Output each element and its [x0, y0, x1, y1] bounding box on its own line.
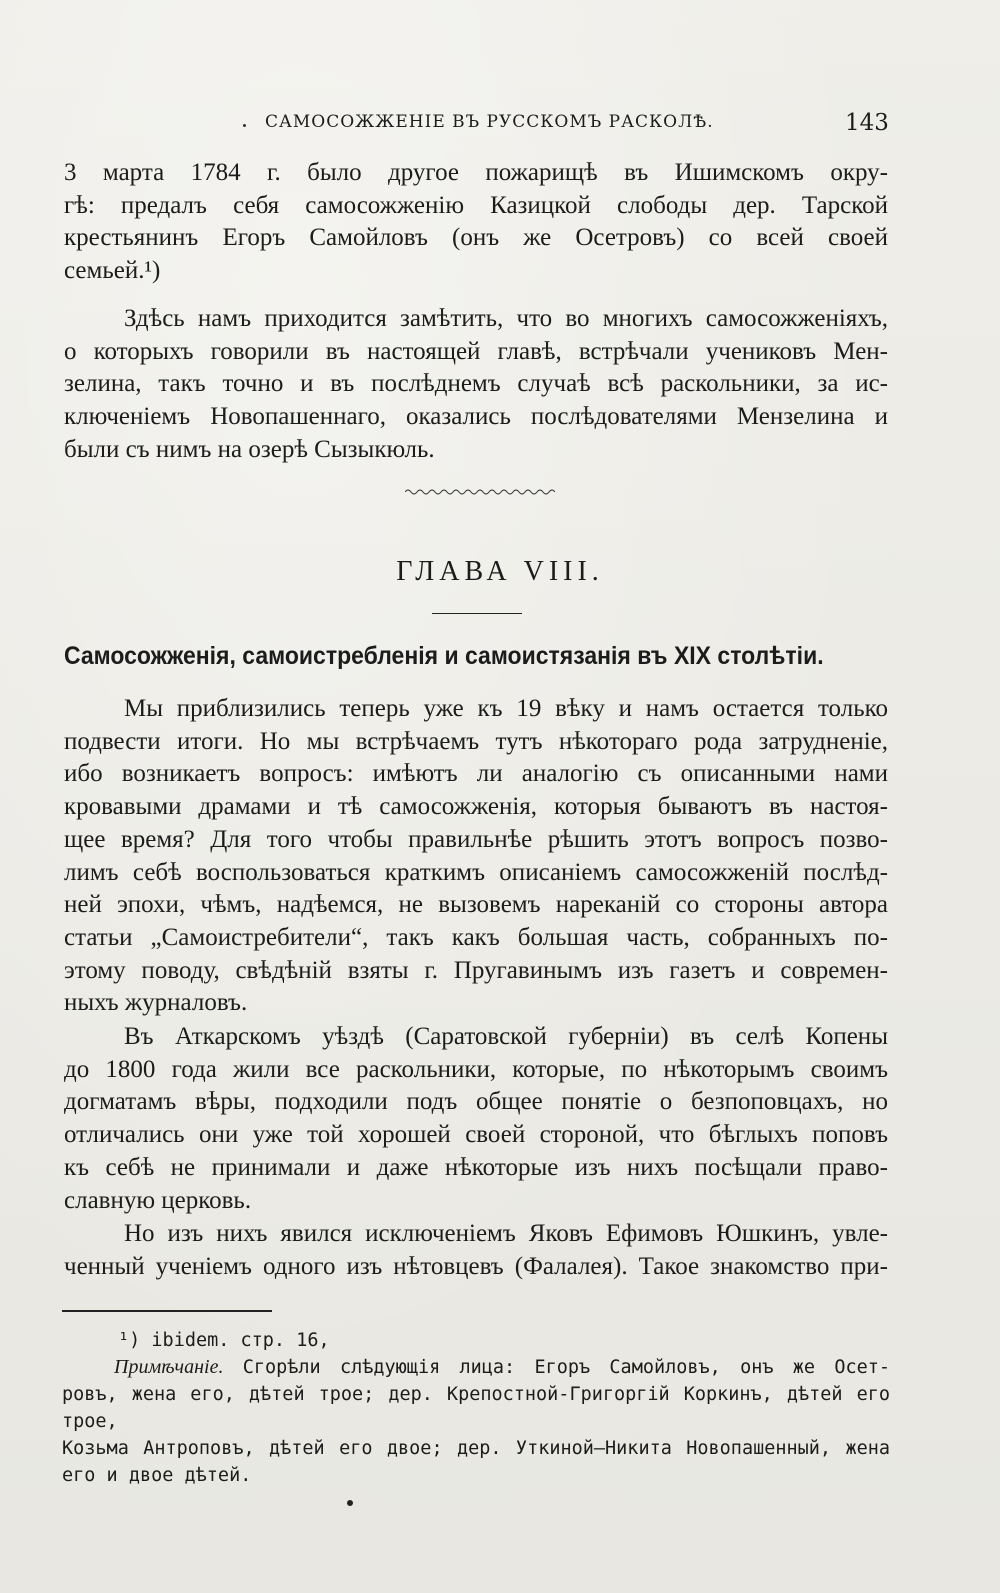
- paragraph-3: [64, 693, 888, 1020]
- running-head: САМОСОЖЖЕНІЕ ВЪ РУССКОМЪ РАСКОЛѢ.: [265, 112, 714, 132]
- note-line: Козьма Антроповъ, дѣтей его двое; дер. Уткиной—Никита Новопашенный, жена: [62, 1438, 890, 1459]
- footnote-rule: [62, 1310, 272, 1312]
- paragraph-5: [64, 1218, 888, 1283]
- note-line: ровъ, жена его, дѣтей трое; дер. Крепостной-Григоргій Коркинъ, дѣтей его трое,: [62, 1384, 890, 1432]
- text-line: гѣ: предалъ себя самосожженію Казицкой слободы дер. Тарской: [64, 191, 888, 219]
- text-line: о которыхъ говорили въ настоящей главѣ, встрѣчали учениковъ Мен-: [64, 337, 888, 365]
- text-line: этому поводу, свѣдѣній взяты г. Пругавинымъ изъ газетъ и современ-: [64, 956, 888, 984]
- text-line: подвести итоги. Но мы встрѣчаемъ тутъ нѣкотораго рода затрудненіе,: [64, 727, 888, 755]
- text-line: зелина, такъ точно и въ послѣднемъ случаѣ всѣ раскольники, за ис-: [64, 370, 888, 398]
- note-line: его и двое дѣтей.: [62, 1465, 252, 1486]
- footnote-note: [114, 1354, 890, 1381]
- text-line: семьей.¹): [64, 257, 161, 285]
- chapter-heading: ГЛАВА VIII.: [396, 556, 604, 587]
- text-line: Въ Аткарскомъ уѣздѣ (Саратовской губерніи) въ селѣ Копены: [124, 1023, 888, 1050]
- text-line: ключеніемъ Новопашеннаго, оказались послѣдователями Мензелина и: [64, 403, 888, 431]
- print-speck: [243, 124, 246, 127]
- text-line: ибо возникаетъ вопросъ: имѣютъ ли аналогію съ описанными нами: [64, 760, 888, 788]
- print-dot: [347, 1500, 353, 1506]
- text-line: 3 марта 1784 г. было другое пожарищѣ въ Ишимскомъ окру-: [64, 159, 888, 186]
- text-line: ченный ученіемъ одного изъ нѣтовцевъ (Фалалея). Такое знакомство при-: [64, 1252, 888, 1280]
- chapter-rule: [432, 613, 522, 614]
- note-label: Примѣчаніе.: [114, 1356, 224, 1378]
- text-line: Здѣсь намъ приходится замѣтить, что во многихъ самосожженіяхъ,: [124, 305, 888, 332]
- paragraph-2: [64, 303, 888, 467]
- text-line: до 1800 года жили все раскольники, которые, по нѣкоторымъ своимъ: [64, 1055, 888, 1083]
- note-line: Сгорѣли слѣдующія лица: Егоръ Самойловъ, онъ же Осет-: [242, 1357, 891, 1378]
- page-number: 143: [845, 110, 889, 136]
- text-line: Но изъ нихъ явился исключеніемъ Яковъ Ефимовъ Юшкинъ, увле-: [124, 1220, 888, 1247]
- text-line: ней эпохи, чѣмъ, надѣемся, не вызовемъ нареканій со стороны автора: [64, 891, 888, 919]
- section-divider-ornament: [405, 488, 555, 496]
- text-line: лимъ себѣ воспользоваться краткимъ описаніемъ самосожженій послѣд-: [64, 858, 888, 886]
- paragraph-1: [64, 157, 888, 288]
- text-line: Мы приблизились теперь уже къ 19 вѣку и намъ остается только: [124, 695, 888, 722]
- footnotes: [62, 1327, 891, 1489]
- text-line: къ себѣ не принимали и даже нѣкоторые изъ нихъ посѣщали право-: [64, 1153, 888, 1181]
- chapter-title: Самосожженія, самоистребленія и самоистязанія въ XIX столѣтіи.: [64, 642, 824, 670]
- text-line: догматамъ вѣры, подходили подъ общее понятіе о безпоповцахъ, но: [64, 1088, 888, 1116]
- text-line: ныхъ журналовъ.: [64, 989, 248, 1017]
- text-line: отличались они уже той хорошей своей стороной, что бѣглыхъ поповъ: [64, 1121, 888, 1149]
- text-line: щее время? Для того чтобы правильнѣе рѣшить этотъ вопросъ позво-: [64, 825, 888, 853]
- text-line: были съ нимъ на озерѣ Сызыкюль.: [64, 435, 435, 463]
- text-line: славную церковь.: [64, 1186, 252, 1214]
- paragraph-4: [64, 1021, 888, 1217]
- text-line: крестьянинъ Егоръ Самойловъ (онъ же Осетровъ) со всей своей: [64, 224, 888, 252]
- text-line: статьи „Самоистребители“, такъ какъ большая часть, собранныхъ по-: [64, 923, 888, 951]
- text-line: кровавыми драмами и тѣ самосожженія, которыя бываютъ въ настоя-: [64, 793, 888, 821]
- footnote-1: ¹) ibidem. стр. 16,: [118, 1330, 330, 1351]
